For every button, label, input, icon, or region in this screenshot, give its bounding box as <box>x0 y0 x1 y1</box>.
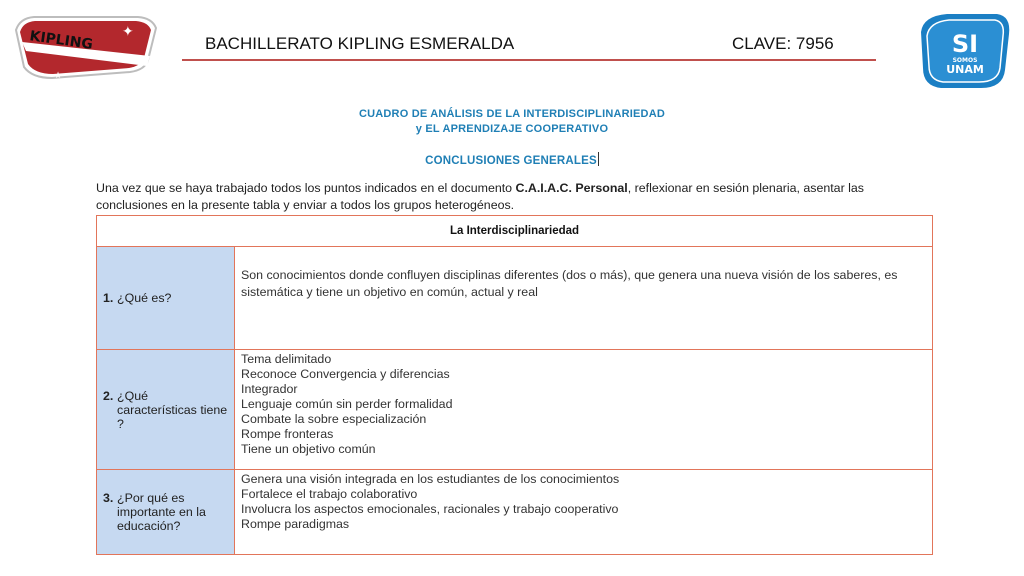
answer-line: Integrador <box>241 382 298 396</box>
answer-line: Son conocimientos donde confluyen disciplinas diferentes (dos o más), que genera una nueva visión de los saberes, es sistemática y tiene un objetivo en común, actual y real <box>241 268 898 299</box>
unam-logo-unam: UNAM <box>946 63 984 76</box>
instructions-text-1: Una vez que se haya trabajado todos los puntos indicados en el documento <box>96 181 516 195</box>
school-name: BACHILLERATO KIPLING ESMERALDA <box>205 34 515 53</box>
kipling-logo <box>10 12 160 80</box>
answer-line: Genera una visión integrada en los estudiantes de los conocimientos <box>241 472 620 486</box>
answer-line: Tema delimitado <box>241 352 332 366</box>
answer-cell <box>235 470 933 555</box>
kipling-logo-text: KIPLING <box>28 28 94 53</box>
question-number: 2. <box>103 388 114 403</box>
answer-line: Tiene un objetivo común <box>241 442 376 456</box>
text-cursor <box>598 152 599 166</box>
answer-line: Fortalece el trabajo colaborativo <box>241 487 418 501</box>
question-text: ¿Por qué es importante en la educación? <box>117 491 206 533</box>
somos-unam-logo <box>917 10 1013 92</box>
answer-line: Combate la sobre especialización <box>241 412 427 426</box>
unam-logo-si: SI <box>951 30 979 58</box>
subtitle-text: CONCLUSIONES GENERALES <box>425 155 597 167</box>
question-text: ¿Qué es? <box>117 291 172 305</box>
instructions-text-2: , reflexionar en sesión plenaria, asentar las conclusiones en la presente tabla y enviar a todos los grupos heterogéneos. <box>96 181 864 212</box>
unam-logo-somos: SOMOS <box>952 57 978 64</box>
answer-line: Involucra los aspectos emocionales, racionales y trabajo cooperativo <box>241 502 619 516</box>
instructions-paragraph <box>96 180 936 214</box>
table-header: La Interdisciplinariedad <box>97 216 933 247</box>
table-row <box>97 350 933 470</box>
question-text: ¿Qué características tiene ? <box>117 388 228 431</box>
answer-cell <box>235 350 933 470</box>
header-divider <box>182 59 876 61</box>
document-title-line-1: CUADRO DE ANÁLISIS DE LA INTERDISCIPLINARIEDAD <box>358 108 665 120</box>
answer-line: Lenguaje común sin perder formalidad <box>241 397 453 411</box>
question-number: 1. <box>103 291 114 305</box>
table-row <box>97 247 933 350</box>
analysis-table <box>96 215 933 555</box>
answer-cell <box>235 247 933 350</box>
document-subtitle <box>0 152 1024 167</box>
svg-text:★: ★ <box>54 70 63 80</box>
table-row <box>97 470 933 555</box>
svg-text:✦: ✦ <box>122 23 134 39</box>
question-cell <box>97 247 235 350</box>
question-cell <box>97 470 235 555</box>
answer-line: Reconoce Convergencia y diferencias <box>241 367 450 381</box>
document-title-line-2: y EL APRENDIZAJE COOPERATIVO <box>415 123 609 135</box>
instructions-bold: C.A.I.A.C. Personal <box>515 181 628 195</box>
answer-line: Rompe paradigmas <box>241 517 350 531</box>
question-number: 3. <box>103 491 114 505</box>
answer-line: Rompe fronteras <box>241 427 334 441</box>
question-cell <box>97 350 235 470</box>
school-code: CLAVE: 7956 <box>732 34 834 53</box>
